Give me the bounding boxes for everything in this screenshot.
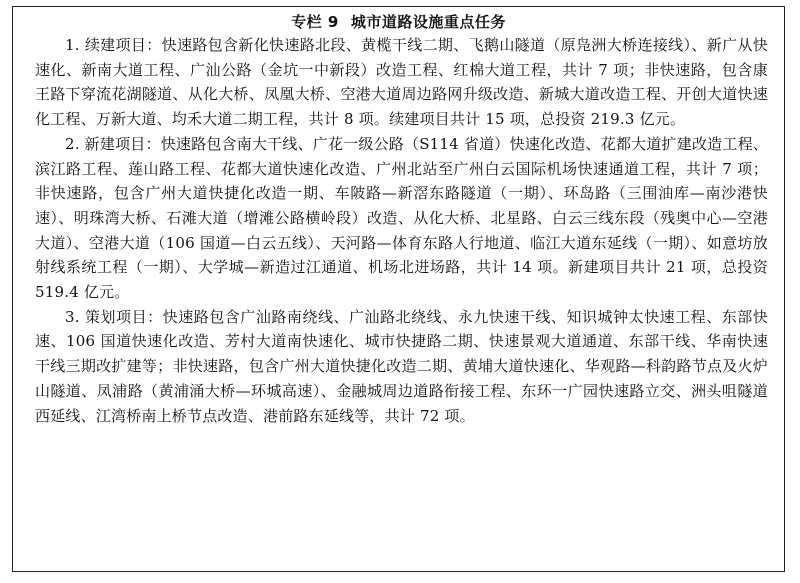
paragraph-new-projects: 2. 新建项目：快速路包含南大干线、广花一级公路（S114 省道）快速化改造、花都大道扩建改造工程、滨江路工程、莲山路工程、花都大道快速化改造、广州北站至广州白云国际机场快速通道工程，共计 7 项；非快速路，包含广州大道快捷化改造一期、车陂路—新滘东路隧道（一期）、环岛路（三围油库—南沙港快速）、明珠湾大桥、石滩大道（增滩公路横岭段）改造、从化大桥、北星路、白云三线东段（残奥中心—空港大道）、空港大道（106 国道—白云五线）、天河路—体育东路人行地道、临江大道东延线（一期）、如意坊放射线系统工程（一期）、大学城—新造过江通道、机场北进场路，共计 14 项。新建项目共计 21 项，总投资 519.4 亿元。 — [35, 134, 768, 302]
feature-box — [12, 6, 785, 572]
box-title-text: 城市道路设施重点任务 — [350, 13, 506, 31]
box-title-number: 专栏 9 — [291, 13, 339, 31]
paragraph-planned-projects: 3. 策划项目：快速路包含广汕路南绕线、广汕路北绕线、永九快速干线、知识城钟太快速工程、东部快速、106 国道快速化改造、芳村大道南快速化、城市快捷路二期、快速景观大道通道、东部干线、华南快速干线三期改扩建等；非快速路，包含广州大道快捷化改造二期、黄埔大道快速化、华观路—科韵路节点及火炉山隧道、凤浦路（黄浦涌大桥—环城高速）、金融城周边道路衔接工程、东环一广园快速路立交、洲头咀隧道西延线、江湾桥南上桥节点改造、港前路东延线等，共计 72 项。 — [35, 307, 768, 425]
box-title — [13, 11, 784, 33]
paragraph-continuing-projects: 1. 续建项目：快速路包含新化快速路北段、黄榄干线二期、飞鹅山隧道（原凫洲大桥连接线）、新广从快速化、新南大道工程、广汕公路（金坑一中新段）改造工程、红棉大道工程，共计 7 项；非快速路，包含康王路下穿流花湖隧道、从化大桥、凤凰大桥、空港大道周边路网升级改造、新城大道改造工程、开创大道快速化工程、万新大道、均禾大道二期工程，共计 8 项。续建项目共计 15 项，总投资 219.3 亿元。 — [35, 36, 768, 129]
box-content — [13, 33, 784, 428]
